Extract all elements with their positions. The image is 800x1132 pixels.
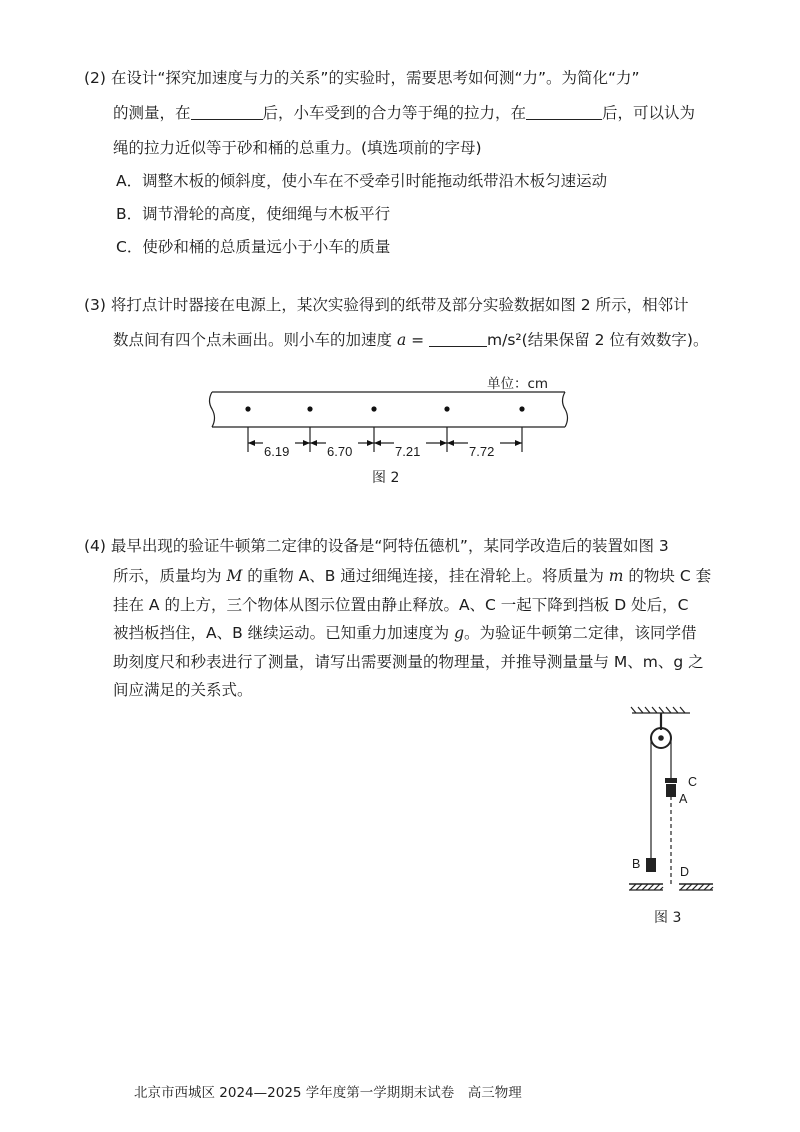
figure3-caption: 图 3	[654, 910, 682, 926]
q3-var-a: a	[396, 331, 407, 349]
q2-line-3: 绳的拉力近似等于砂和桶的总重力。(填选项前的字母)	[113, 139, 482, 157]
q4-var-M: M	[226, 567, 243, 585]
q4-line-4-part-b: 。为验证牛顿第二定律，该同学借	[464, 624, 697, 642]
q2-line-2-part-a: 的测量，在	[113, 104, 191, 122]
ceiling-hatch	[631, 707, 685, 713]
q4-line-3: 挂在 A 的上方，三个物体从图示位置由静止释放。A、C 一起下降到挡板 D 处后，C	[113, 596, 689, 614]
q4-line-6: 间应满足的关系式。	[113, 681, 253, 699]
q3-line-2-part-a: 数点间有四个点未画出。则小车的加速度	[113, 331, 397, 349]
segment-label-2: 6.70	[327, 444, 353, 459]
label-c: C	[688, 775, 698, 789]
block-c	[665, 778, 677, 783]
q3-line-1: (3) 将打点计时器接在电源上，某次实验得到的纸带及部分实验数据如图 2 所示，相邻计	[84, 296, 689, 314]
q3-line-2-part-b: m/s²(结果保留 2 位有效数字)。	[487, 331, 709, 349]
figure2-caption: 图 2	[372, 470, 400, 486]
q4-var-m: m	[608, 567, 624, 585]
pulley-axle	[659, 736, 663, 740]
label-d: D	[680, 865, 690, 879]
q4-var-g: g	[454, 624, 465, 642]
q4-line-2-part-b: 的重物 A、B 通过细绳连接，挂在滑轮上。将质量为	[242, 567, 609, 585]
q4-line-2-part-c: 的物块 C 套	[623, 567, 712, 585]
plate-left-hatch	[630, 884, 663, 890]
label-a: A	[679, 792, 688, 806]
q2-option-c: C．使砂和桶的总质量远小于小车的质量	[116, 238, 391, 256]
figure2-unit-label: 单位：cm	[487, 376, 549, 392]
page-footer: 北京市西城区 2024—2025 学年度第一学期期末试卷 高三物理	[134, 1085, 522, 1101]
q4-line-2-part-a: 所示，质量均为	[113, 567, 227, 585]
q2-line-1: (2) 在设计“探究加速度与力的关系”的实验时，需要思考如何测“力”。为简化“力”	[84, 69, 640, 87]
q4-line-4-part-a: 被挡板挡住，A、B 继续运动。已知重力加速度为	[113, 624, 455, 642]
segment-label-4: 7.72	[469, 444, 495, 459]
q2-line-2-part-b: 后，小车受到的合力等于绳的拉力，在	[262, 104, 527, 122]
label-b: B	[632, 857, 641, 871]
q4-line-5: 助刻度尺和秒表进行了测量，请写出需要测量的物理量，并推导测量量与 M、m、g 之	[113, 653, 704, 671]
block-a	[666, 784, 676, 797]
q2-option-a: A．调整木板的倾斜度，使小车在不受牵引时能拖动纸带沿木板匀速运动	[116, 172, 608, 190]
q2-line-2-part-c: 后，可以认为	[602, 104, 696, 122]
segment-label-3: 7.21	[395, 444, 421, 459]
q3-eq: =	[406, 331, 430, 349]
block-b	[646, 858, 656, 872]
q4-line-1: (4) 最早出现的验证牛顿第二定律的设备是“阿特伍德机”，某同学改造后的装置如图 3	[84, 537, 669, 555]
q2-option-b: B．调节滑轮的高度，使细绳与木板平行	[116, 205, 391, 223]
plate-right-hatch	[680, 884, 713, 890]
segment-label-1: 6.19	[264, 444, 290, 459]
